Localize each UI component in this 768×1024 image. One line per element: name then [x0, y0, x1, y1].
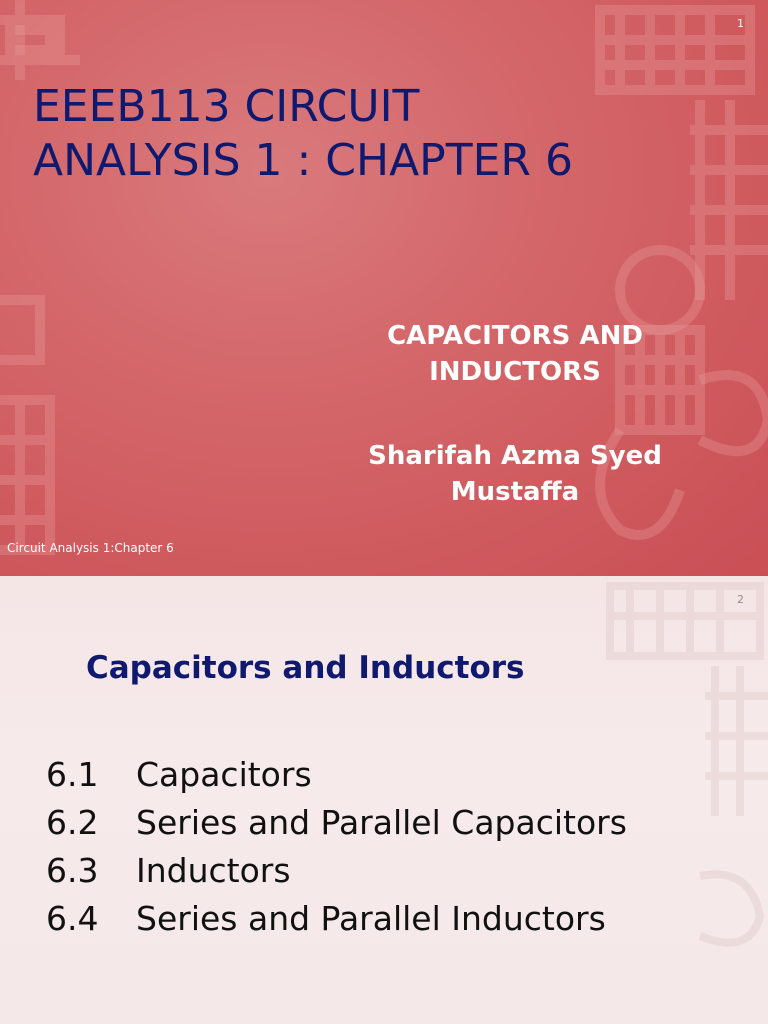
section-label: Inductors [136, 851, 291, 890]
author-name-line2: Mustaffa [450, 477, 580, 507]
section-number: 6.2 [46, 803, 99, 842]
slide-subtitle-line2: INDUCTORS [429, 357, 601, 387]
slide-subtitle-line1: CAPACITORS AND [387, 321, 643, 351]
list-item [46, 751, 627, 799]
slide-heading: Capacitors and Inductors [86, 650, 525, 686]
slide-title-line2: ANALYSIS 1 : CHAPTER 6 [33, 135, 573, 186]
page-number: 1 [737, 17, 744, 30]
slide-title-line1: EEEB113 CIRCUIT [33, 81, 420, 132]
slide-title [33, 80, 733, 188]
slide-footer: Circuit Analysis 1:Chapter 6 [7, 541, 174, 555]
section-number: 6.4 [46, 899, 99, 938]
author-name-line1: Sharifah Azma Syed [368, 441, 662, 471]
section-number: 6.1 [46, 755, 99, 794]
list-item [46, 799, 627, 847]
author-name [330, 438, 700, 510]
contents-list [46, 751, 627, 943]
section-number: 6.3 [46, 851, 99, 890]
section-label: Capacitors [136, 755, 312, 794]
section-label: Series and Parallel Capacitors [136, 803, 627, 842]
contents-slide [0, 576, 768, 1024]
list-item [46, 895, 627, 943]
slide-subtitle [330, 318, 700, 390]
list-item [46, 847, 627, 895]
page-number: 2 [737, 593, 744, 606]
section-label: Series and Parallel Inductors [136, 899, 606, 938]
